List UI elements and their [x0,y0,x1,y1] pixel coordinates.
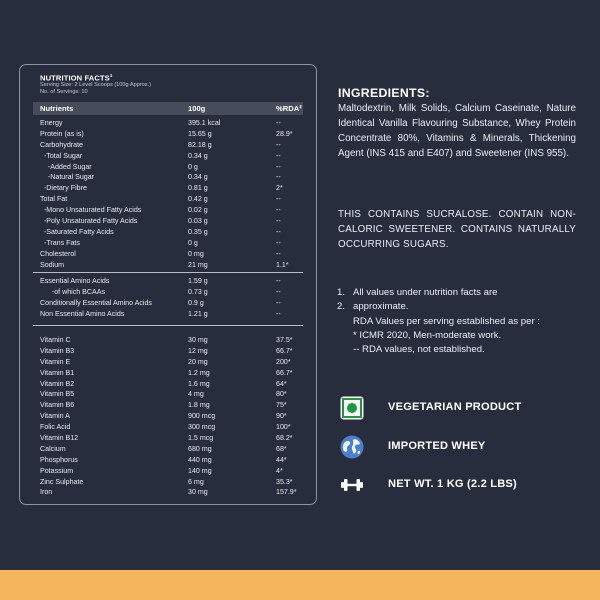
nutrient-rda: -- [276,195,281,204]
nutrient-rda: 66.7* [276,346,293,355]
nutrient-name: -Natural Sugar [40,173,95,182]
nutrient-name: Folic Acid [40,423,71,432]
note-2-number: 2. [337,301,346,312]
table-row [20,238,316,249]
table-row [20,444,316,455]
nutrient-rda: -- [276,162,281,171]
nutrient-amount: 0.03 g [188,217,208,226]
table-row [20,433,316,444]
nutrient-name: Phosphorus [40,455,78,464]
nutrient-name: Total Fat [40,195,68,204]
nutrient-amount: 440 mg [188,455,212,464]
macros-section [20,118,316,270]
nutrient-name: -Saturated Fatty Acids [40,227,114,236]
table-row [20,309,316,320]
table-row [20,287,316,298]
nutrition-facts-panel [19,64,317,505]
nutrient-rda: -- [276,249,281,258]
note-rda-basis: RDA Values per serving established as per : [353,316,540,327]
nutrient-rda: 35.3* [276,477,293,486]
header-per-100g: 100g [188,104,206,113]
nutrient-amount: 300 mcg [188,423,216,432]
nutrient-name: Calcium [40,444,66,453]
nutrient-amount: 0.02 g [188,206,208,215]
divider [33,325,303,326]
nutrient-name: -Added Sugar [40,162,92,171]
serving-size: Serving Size: 2 Level Scoops (100g Approx.) [40,82,152,88]
nutrient-amount: 0.81 g [188,184,208,193]
nutrient-amount: 900 mcg [188,412,216,421]
table-row [20,411,316,422]
nutrient-rda: 4* [276,466,283,475]
table-row [20,205,316,216]
nutrient-amount: 0.73 g [188,287,208,296]
nutrient-amount: 0.35 g [188,227,208,236]
note-1: All values under nutrition facts are [353,287,498,298]
nutrient-rda: -- [276,173,281,182]
nutrient-amount: 4 mg [188,390,204,399]
nutrient-name: Vitamin C [40,336,71,344]
nutrient-rda: 157.9* [276,488,297,497]
nutrient-amount: 21 mg [188,260,208,269]
table-row [20,276,316,287]
nutrient-rda: 75* [276,401,287,410]
header-nutrients: Nutrients [40,104,74,113]
table-row [20,118,316,129]
table-row [20,183,316,194]
nutrient-amount: 0.9 g [188,298,204,307]
table-row [20,477,316,488]
table-row [20,227,316,238]
table-row [20,487,316,498]
nutrient-rda: 68.2* [276,434,293,443]
nutrient-rda: 1.1* [276,260,289,269]
nutrient-name: -Total Sugar [40,151,83,160]
table-row [20,368,316,379]
amino-acids-section [20,276,316,320]
table-row [20,389,316,400]
nutrient-rda: 2* [276,184,283,193]
claim-label: VEGETARIAN PRODUCT [388,401,522,413]
table-row [20,249,316,260]
nutrient-amount: 1.2 mg [188,368,210,377]
nutrient-amount: 1.59 g [188,277,208,285]
nutrient-rda: -- [276,206,281,215]
nutrient-rda: -- [276,277,281,285]
nutrient-amount: 15.65 g [188,129,212,138]
table-row [20,357,316,368]
nutrient-name: Vitamin E [40,357,71,366]
table-row [20,379,316,390]
nutrient-rda: 37.5* [276,336,293,344]
nutrient-amount: 6 mg [188,477,204,486]
nutrient-rda: 44* [276,455,287,464]
table-row [20,172,316,183]
nutrient-name: Vitamin B3 [40,346,75,355]
note-2: approximate. [353,301,409,312]
nutrient-amount: 1.8 mg [188,401,210,410]
table-row [20,346,316,357]
nutrient-name: Vitamin A [40,412,70,421]
veg-symbol-icon [340,396,364,420]
claim-label: NET WT. 1 KG (2.2 LBS) [388,478,517,490]
nutrient-rda: 64* [276,379,287,388]
nutrient-rda: -- [276,119,281,127]
table-row [20,140,316,151]
table-row [20,129,316,140]
nutrient-rda: -- [276,309,281,318]
claim-label: IMPORTED WHEY [388,440,486,452]
nutrient-name: Conditionally Essential Amino Acids [40,298,152,307]
nutrient-amount: 0.34 g [188,173,208,182]
nutrient-name: Sodium [40,260,65,269]
globe-icon [340,435,364,459]
nutrient-rda: -- [276,238,281,247]
nutrient-amount: 0 g [188,162,198,171]
nutrient-amount: 20 mg [188,357,208,366]
sweetener-warning: THIS CONTAINS SUCRALOSE. CONTAIN NON-CALORIC SWEETENER. CONTAINS NATURALLY OCCURRING SUGARS. [338,209,576,251]
nutrient-amount: 1.6 mg [188,379,210,388]
nutrient-rda: -- [276,227,281,236]
ingredients-text: Maltodextrin, Milk Solids, Calcium Caseinate, Nature Identical Vanilla Flavouring Substance, Whey Protein Concentrate 80%, Vitamins & Minerals, Thickening Agent (INS 415 and E407) and Sweetener (INS 955). [338,103,576,160]
nutrient-name: -Trans Fats [40,238,80,247]
nutrient-name: Protein (as is) [40,129,84,138]
nutrient-name: Vitamin B1 [40,368,75,377]
nutrient-name: Non Essential Amino Acids [40,309,125,318]
ingredients-title: INGREDIENTS: [338,86,430,100]
nutrient-name: -Dietary Fibre [40,184,87,193]
table-row [20,455,316,466]
nutrient-rda: 28.9* [276,129,293,138]
nutrient-name: Essential Amino Acids [40,277,110,285]
table-row [20,260,316,271]
nutrient-amount: 0 g [188,238,198,247]
nutrient-rda: 90* [276,412,287,421]
header-rda: %RDA² [276,104,302,113]
note-1-number: 1. [337,287,346,298]
dumbbell-icon [340,473,364,497]
micros-section [20,335,316,498]
table-row [20,194,316,205]
divider [33,272,303,273]
nutrient-rda: 66.7* [276,368,293,377]
nutrient-name: Vitamin B2 [40,379,75,388]
table-row [20,400,316,411]
nutrient-rda: 200* [276,357,291,366]
nutrition-facts-title: NUTRITION FACTS$^1$ [40,73,113,83]
table-row [20,151,316,162]
nutrient-amount: 140 mg [188,466,212,475]
nutrient-rda: -- [276,217,281,226]
table-header [33,102,303,115]
nutrient-amount: 0.42 g [188,195,208,204]
nutrient-rda: 80* [276,390,287,399]
nutrient-amount: 395.1 kcal [188,119,221,127]
table-row [20,335,316,346]
nutrient-name: Iron [40,488,53,497]
nutrient-name: -Mono Unsaturated Fatty Acids [40,206,142,215]
nutrient-rda: 68* [276,444,287,453]
accent-bar [0,570,600,600]
nutrient-rda: -- [276,151,281,160]
nutrient-name: Vitamin B6 [40,401,75,410]
nutrient-amount: 0.34 g [188,151,208,160]
nutrient-name: Energy [40,119,63,127]
nutrient-name: Zinc Sulphate [40,477,84,486]
nutrient-name: -Poly Unsaturated Fatty Acids [40,217,138,226]
table-row [20,216,316,227]
table-row [20,422,316,433]
nutrient-name: Potassium [40,466,74,475]
nutrient-amount: 1.21 g [188,309,208,318]
table-row [20,162,316,173]
nutrient-amount: 82.18 g [188,140,212,149]
nutrient-amount: 30 mg [188,488,208,497]
servings-count: No. of Servings: 10 [40,89,88,95]
nutrient-name: Cholesterol [40,249,76,258]
note-icmr: * ICMR 2020, Men-moderate work. [353,330,502,341]
nutrient-amount: 0 mg [188,249,204,258]
note-not-established: -- RDA values, not established. [353,344,485,355]
nutrient-rda: -- [276,140,281,149]
nutrient-rda: -- [276,287,281,296]
nutrient-amount: 1.5 mcg [188,434,214,443]
nutrient-amount: 30 mg [188,336,208,344]
nutrient-name: -of which BCAAs [40,287,106,296]
table-row [20,466,316,477]
nutrient-name: Carbohydrate [40,140,83,149]
table-row [20,298,316,309]
nutrient-rda: 100* [276,423,291,432]
nutrient-name: Vitamin B5 [40,390,75,399]
nutrient-amount: 12 mg [188,346,208,355]
nutrient-rda: -- [276,298,281,307]
nutrient-name: Vitamin B12 [40,434,79,443]
nutrient-amount: 680 mg [188,444,212,453]
